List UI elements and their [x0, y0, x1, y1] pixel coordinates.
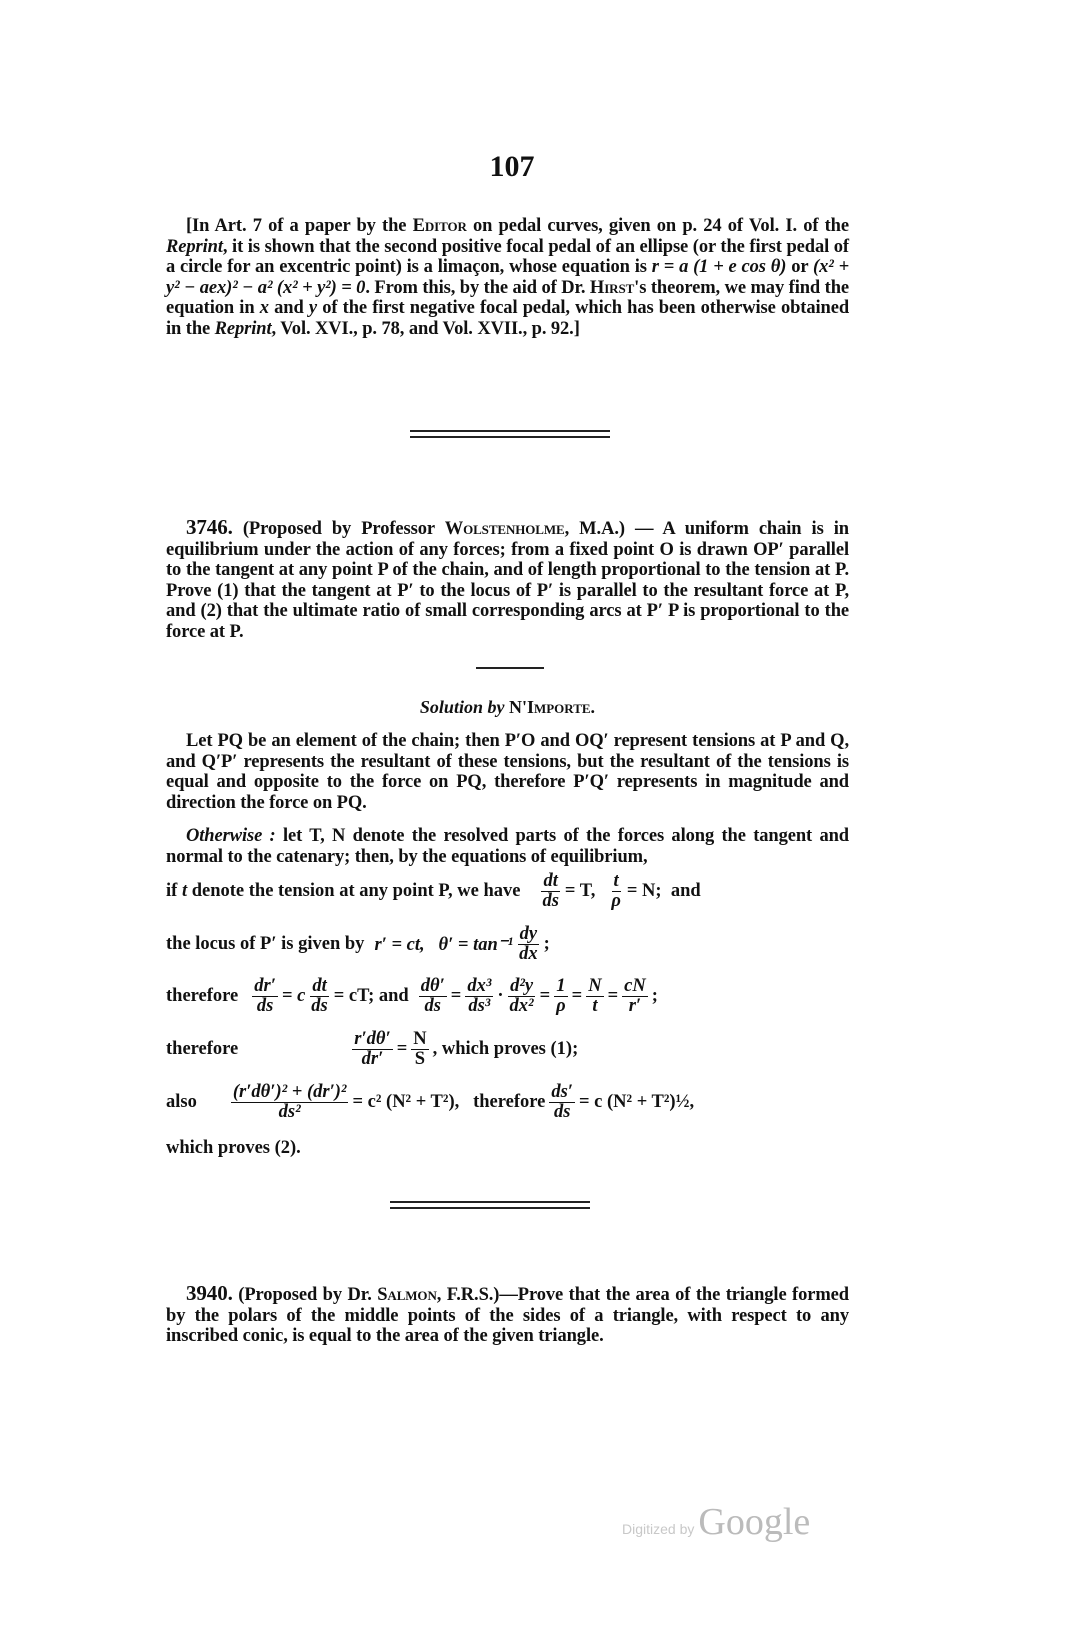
text: Otherwise :	[186, 826, 276, 846]
fraction: $\frac{dr'}{ds}$	[254, 976, 276, 1016]
fraction: $\frac{r'd\theta'}{dr'}$	[354, 1029, 391, 1069]
divider	[390, 1207, 590, 1209]
text: Solution by	[419, 697, 505, 717]
text: the locus of P′ is given by	[166, 934, 365, 954]
text: Wolstenholme	[444, 519, 565, 539]
text: therefore	[166, 1039, 239, 1059]
equation-line-1	[166, 872, 849, 911]
equation-line-6: which proves (2).	[166, 1138, 301, 1158]
text: =	[450, 986, 462, 1006]
fraction: $\frac{dt}{ds}$	[311, 976, 328, 1016]
text: = cT; and	[333, 986, 409, 1006]
watermark-text: Digitized by	[622, 1521, 695, 1537]
fraction: $\frac{dt}{ds}$	[542, 871, 559, 911]
text: ;	[651, 986, 658, 1006]
text: , which proves (1);	[432, 1039, 579, 1059]
text: x	[259, 298, 269, 319]
equation-line-5	[166, 1083, 694, 1122]
fraction: $\frac{t}{\rho}$	[611, 871, 621, 911]
text: [In Art. 7 of a paper by the	[186, 216, 413, 236]
fraction: $\frac{\text{dx³}}{\text{ds³}}$	[467, 976, 492, 1016]
fraction: $\frac{dy}{dx}$	[519, 924, 538, 964]
text: = c (N² + T²)½,	[579, 1092, 695, 1112]
text: let T, N denote the resolved parts of the forces along the tangent and normal to the catenary; then, by the equations of equilibrium,	[166, 826, 849, 867]
solution-heading	[166, 697, 849, 718]
question-3940	[166, 1283, 849, 1347]
question-number: 3940.	[186, 1281, 233, 1305]
text: t	[181, 881, 188, 901]
fraction: $\frac{\text{(r′dθ′)² + (dr′)²}}{\text{ds²}}$	[232, 1082, 347, 1122]
text: 's theorem, we may find the equation in	[166, 277, 849, 319]
text: ;	[543, 934, 550, 954]
fraction: $\frac{d\theta'}{ds}$	[420, 976, 445, 1016]
text: ·	[497, 986, 504, 1006]
text: on pedal curves, given on p. 24 of Vol. I. of the	[466, 216, 849, 236]
text: Salmon	[377, 1285, 437, 1305]
fraction: $\frac{cN}{r'}$	[624, 976, 646, 1016]
equation: r′ = ct, θ′ = tan⁻¹	[374, 934, 514, 955]
text: and	[268, 298, 309, 319]
equation-line-3	[166, 977, 658, 1016]
equation: (x² + y² − aex)² − a² (x² + y²) = 0	[166, 257, 850, 298]
page-number: 107	[489, 150, 535, 183]
text: Reprint	[166, 236, 223, 257]
text: y	[308, 298, 317, 319]
divider	[410, 430, 610, 432]
fraction: $\frac{1}{\rho}$	[556, 976, 566, 1016]
text: denote the tension at any point P, we have	[187, 881, 521, 901]
question-3746	[166, 517, 849, 643]
fraction: $\frac{N}{t}$	[588, 976, 602, 1016]
text: =	[539, 986, 551, 1006]
text: Editor	[412, 216, 467, 236]
text: Reprint	[214, 318, 272, 339]
text: Let PQ be an element of the chain; then P′O and OQ′ represent tensions at P and Q, and Q′P′ represents the resultant of these tensions, but the resultant of the tensions is equal and opposite to the force on PQ, therefore P′Q′ represents in magnitude and direction the force on PQ.	[166, 731, 849, 813]
divider	[390, 1201, 590, 1203]
equation-line-2	[166, 925, 550, 964]
text: = c² (N² + T²), therefore	[352, 1092, 546, 1112]
equation-line-4	[166, 1030, 578, 1069]
solution-para-2	[166, 826, 849, 867]
text: =	[607, 986, 619, 1006]
text: if	[166, 881, 182, 901]
google-logo: Google	[698, 1501, 811, 1543]
text: , F.R.S.)—Prove that the area of the triangle formed by the polars of the middle points of the sides of a triangle, with respect to any inscribed conic, is equal to the area of the given triangle.	[166, 1285, 849, 1347]
text: = N; and	[626, 881, 701, 901]
editor-note	[166, 216, 849, 340]
text: =	[571, 986, 583, 1006]
text: , Vol. XVI., p. 78, and Vol. XVII., p. 92.]	[271, 318, 580, 339]
text: . From this, by the aid of Dr.	[365, 277, 590, 298]
text: also	[166, 1092, 197, 1112]
text: = c	[281, 986, 306, 1006]
text: = T,	[564, 881, 596, 901]
text: (Proposed by Dr.	[232, 1285, 378, 1305]
fraction: $\frac{N}{S}$	[413, 1029, 427, 1069]
text: of the first negative focal pedal, which has been otherwise obtained in the	[166, 298, 850, 339]
equation: r = a (1 + e cos θ)	[651, 257, 787, 278]
fraction: $\frac{ds'}{ds}$	[551, 1082, 574, 1122]
text: N'Importe.	[508, 697, 596, 717]
question-number: 3746.	[186, 515, 233, 539]
divider	[476, 667, 544, 669]
solution-para-1	[166, 731, 849, 813]
text: , M.A.) — A uniform chain is in equilibrium under the action of any forces; from a fixed point O is drawn OP′ parallel to the tangent at any point P of the chain, and of length proportional to the tension at P. Prove (1) that the tangent at P′ to the locus of P′ is parallel to the resultant force at P, and (2) that the ultimate ratio of small corresponding arcs at P′ P is proportional to the force at P.	[166, 519, 849, 642]
text: =	[396, 1039, 408, 1059]
text: Hirst	[589, 277, 635, 298]
text: or	[786, 257, 814, 278]
text: , it is shown that the second positive focal pedal of an ellipse (or the first pedal of a circle for an excentric point) is a limaçon, whose equation is	[166, 236, 849, 278]
digitized-by-google-watermark	[622, 1500, 810, 1544]
text: therefore	[166, 986, 239, 1006]
divider	[410, 436, 610, 438]
text: (Proposed by Professor	[232, 519, 445, 539]
fraction: $\frac{\text{d²y}}{\text{dx²}}$	[509, 976, 534, 1016]
